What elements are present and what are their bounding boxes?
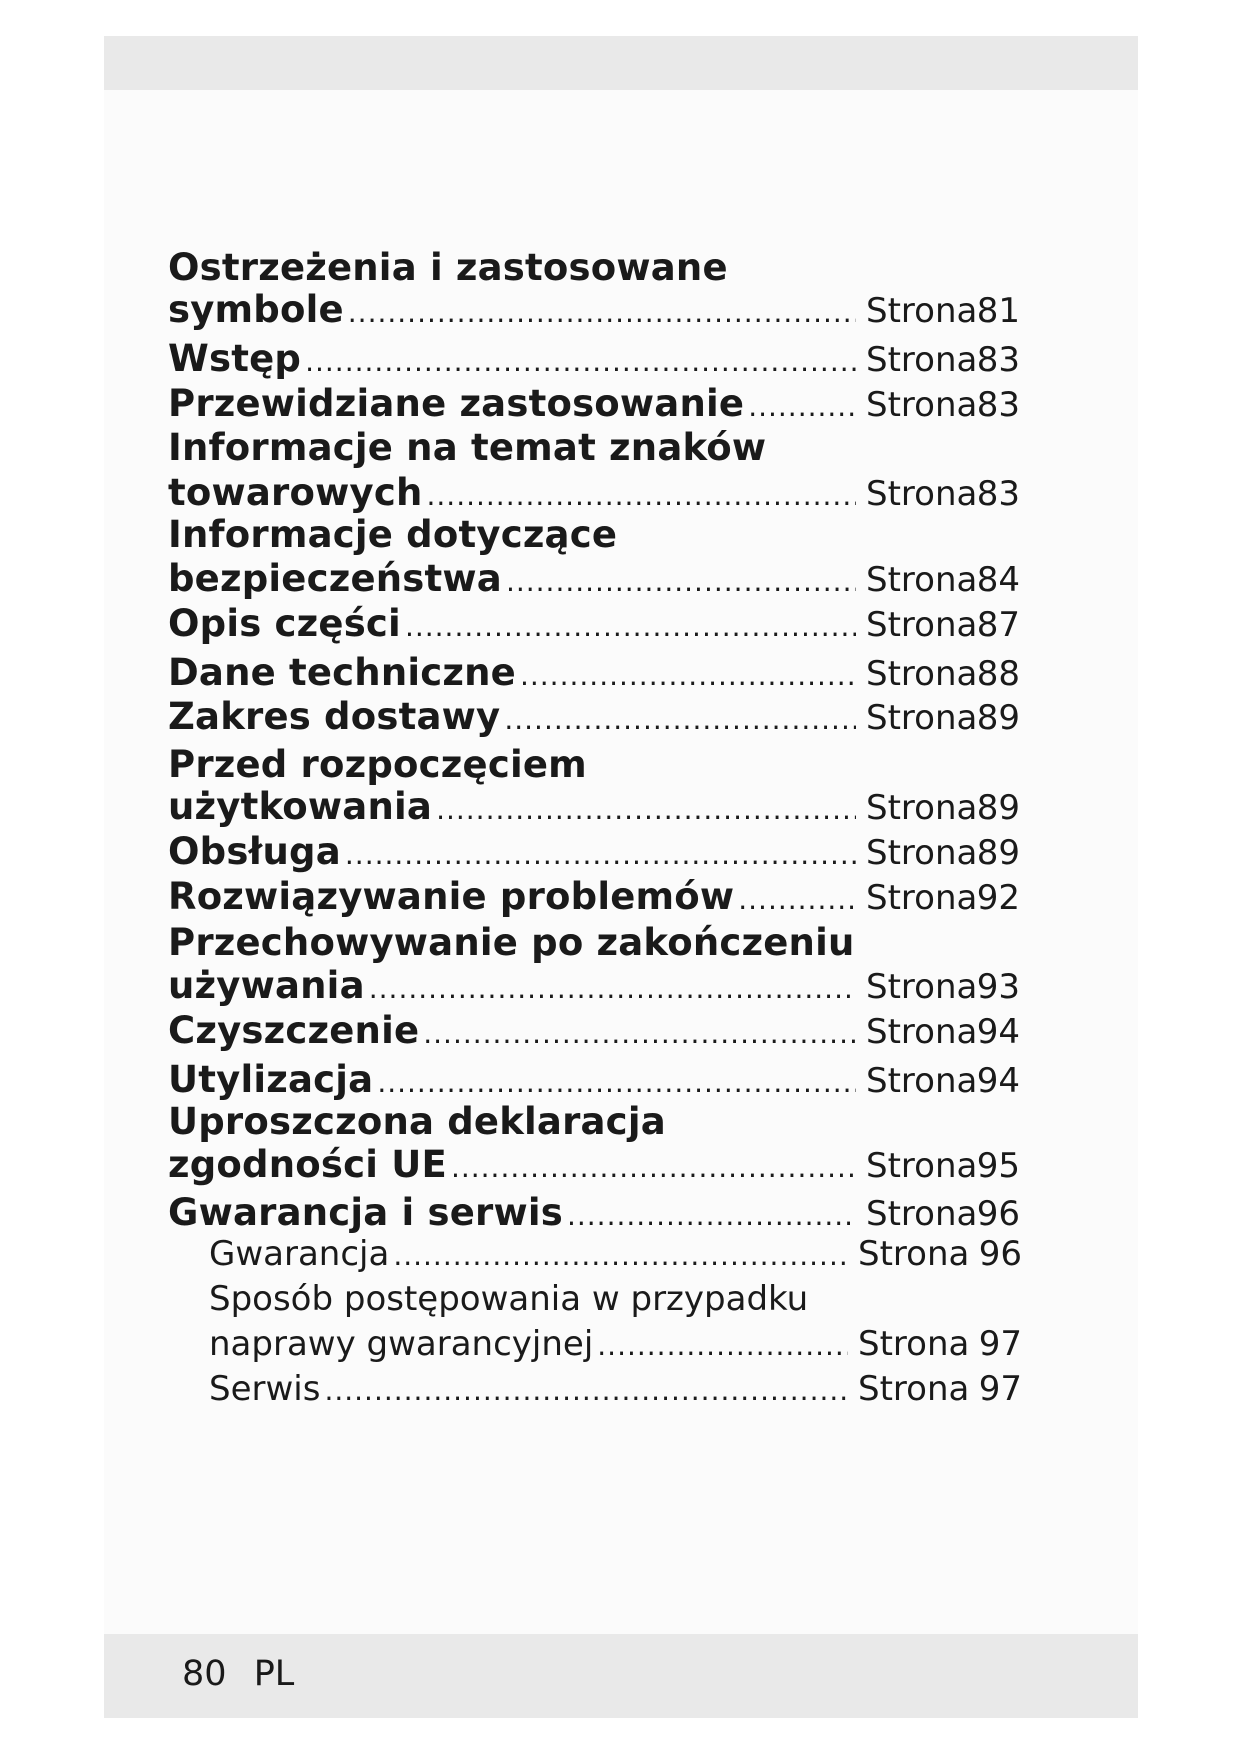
dot-leader xyxy=(748,384,856,430)
toc-entry[interactable] xyxy=(168,1057,1020,1103)
page-reference xyxy=(866,651,1020,697)
page-reference xyxy=(866,1058,1020,1104)
toc-entry-title: Uproszczona deklaracja xyxy=(168,1100,666,1143)
page-reference xyxy=(858,1231,1022,1277)
toc-entry-title: zgodności UE xyxy=(168,1143,447,1186)
dot-leader xyxy=(506,559,856,605)
page-number: 81 xyxy=(976,291,1020,331)
strona-label: Strona xyxy=(866,560,978,600)
strona-label: Strona xyxy=(866,967,978,1007)
dot-leader xyxy=(369,966,856,1012)
strona-label: Strona xyxy=(866,878,978,918)
dot-leader xyxy=(405,604,856,650)
page-reference xyxy=(866,785,1020,831)
dot-leader xyxy=(348,290,856,336)
page-number: 84 xyxy=(976,560,1020,600)
toc-sub-entry[interactable] xyxy=(209,1366,1022,1412)
toc-entry[interactable] xyxy=(168,784,1020,830)
page-reference xyxy=(866,964,1020,1010)
page-number: 89 xyxy=(976,788,1020,828)
toc-entry-title: Przed rozpoczęciem xyxy=(168,743,587,786)
strona-label: Strona xyxy=(866,1146,978,1186)
toc-entry-title: bezpieczeństwa xyxy=(168,557,502,600)
toc-entry-title: Ostrzeżenia i zastosowane xyxy=(168,246,728,289)
page-reference xyxy=(866,337,1020,383)
dot-leader xyxy=(520,653,856,699)
dot-leader xyxy=(393,1233,848,1279)
toc-entry-title: Obsługa xyxy=(168,830,341,873)
toc-entry-title: użytkowania xyxy=(168,785,433,828)
toc-entry-title: Rozwiązywanie problemów xyxy=(168,875,735,918)
dot-leader xyxy=(423,1011,856,1057)
toc-entry-title: Gwarancja i serwis xyxy=(168,1191,563,1234)
toc-entry[interactable] xyxy=(168,694,1020,740)
toc-entry-title: Informacje dotyczące xyxy=(168,513,618,556)
page-number: 92 xyxy=(976,878,1020,918)
page-number: 94 xyxy=(976,1061,1020,1101)
toc-entry-title: Przewidziane zastosowanie xyxy=(168,382,745,425)
toc-entry-title: Zakres dostawy xyxy=(168,695,501,738)
toc-entry-title-line xyxy=(168,245,1020,291)
strona-label: Strona xyxy=(866,1012,978,1052)
dot-leader xyxy=(305,339,856,385)
strona-label: Strona xyxy=(866,698,978,738)
toc-entry-title: symbole xyxy=(168,288,344,331)
toc-entry-title: Czyszczenie xyxy=(168,1009,420,1052)
toc-entry[interactable] xyxy=(168,287,1020,333)
dot-leader xyxy=(324,1368,848,1414)
dot-leader xyxy=(597,1323,848,1369)
toc-entry[interactable] xyxy=(168,336,1020,382)
page-number: 95 xyxy=(976,1146,1020,1186)
strona-label: Strona xyxy=(858,1324,970,1364)
page-reference xyxy=(866,695,1020,741)
page-number: 89 xyxy=(976,833,1020,873)
toc-sub-entry-title: Serwis xyxy=(209,1369,321,1409)
toc-sub-entry[interactable] xyxy=(209,1231,1022,1277)
page-reference xyxy=(866,1009,1020,1055)
page-reference xyxy=(866,471,1020,517)
toc-sub-entry-title: Sposób postępowania w przypadku xyxy=(209,1279,809,1319)
strona-label: Strona xyxy=(866,654,978,694)
toc-entry[interactable] xyxy=(168,556,1020,602)
strona-label: Strona xyxy=(866,385,978,425)
toc-entry[interactable] xyxy=(168,650,1020,696)
strona-label: Strona xyxy=(866,340,978,380)
strona-label: Strona xyxy=(858,1234,970,1274)
page-reference xyxy=(866,602,1020,648)
page-number: 96 xyxy=(978,1234,1022,1274)
page-number: 97 xyxy=(978,1369,1022,1409)
page-reference xyxy=(858,1366,1022,1412)
page-reference xyxy=(866,557,1020,603)
toc-entry[interactable] xyxy=(168,470,1020,516)
toc-sub-entry[interactable] xyxy=(209,1321,1022,1367)
page-number: 93 xyxy=(976,967,1020,1007)
page-number: 83 xyxy=(976,385,1020,425)
dot-leader xyxy=(436,787,856,833)
strona-label: Strona xyxy=(858,1369,970,1409)
toc-entry-title: Dane techniczne xyxy=(168,651,516,694)
page-number: 83 xyxy=(976,474,1020,514)
dot-leader xyxy=(504,697,856,743)
toc-entry[interactable] xyxy=(168,874,1020,920)
strona-label: Strona xyxy=(866,833,978,873)
toc-entry[interactable] xyxy=(168,829,1020,875)
strona-label: Strona xyxy=(866,1061,978,1101)
toc-entry[interactable] xyxy=(168,963,1020,1009)
toc-entry-title: Przechowywanie po zakończeniu xyxy=(168,921,855,964)
page-footer xyxy=(182,1652,294,1696)
strona-label: Strona xyxy=(866,1194,978,1234)
page-number: 89 xyxy=(976,698,1020,738)
strona-label: Strona xyxy=(866,605,978,645)
toc-entry-title-line xyxy=(168,512,1020,558)
toc-entry[interactable] xyxy=(168,1142,1020,1188)
page-number: 83 xyxy=(976,340,1020,380)
page-number: 88 xyxy=(976,654,1020,694)
dot-leader xyxy=(738,877,856,923)
toc-entry-title: Opis części xyxy=(168,602,401,645)
page-reference xyxy=(866,1143,1020,1189)
page-number: 94 xyxy=(976,1012,1020,1052)
strona-label: Strona xyxy=(866,474,978,514)
page-reference xyxy=(866,288,1020,334)
dot-leader xyxy=(345,832,856,878)
toc-entry-title: towarowych xyxy=(168,471,423,514)
toc-entry-title-line xyxy=(168,1099,1020,1145)
toc-entry-title-line xyxy=(168,742,1020,788)
toc-entry[interactable] xyxy=(168,1008,1020,1054)
page-number: 96 xyxy=(976,1194,1020,1234)
toc-entry-title-line xyxy=(168,425,1020,471)
toc-entry[interactable] xyxy=(168,381,1020,427)
strona-label: Strona xyxy=(866,291,978,331)
toc-sub-entry-title-line xyxy=(209,1276,1022,1322)
toc-entry[interactable] xyxy=(168,1190,1020,1236)
toc-entry-title: Utylizacja xyxy=(168,1058,374,1101)
page-number: 97 xyxy=(978,1324,1022,1364)
toc-entry-title: Wstęp xyxy=(168,337,302,380)
page-number: 87 xyxy=(976,605,1020,645)
footer-page-number: 80 xyxy=(182,1654,227,1694)
page-reference xyxy=(866,875,1020,921)
page-reference xyxy=(866,382,1020,428)
footer-language-code: PL xyxy=(253,1654,295,1694)
page-reference xyxy=(858,1321,1022,1367)
strona-label: Strona xyxy=(866,788,978,828)
dot-leader xyxy=(451,1145,856,1191)
toc-entry[interactable] xyxy=(168,601,1020,647)
toc-entry-title-line xyxy=(168,920,1020,966)
page-reference xyxy=(866,830,1020,876)
toc-sub-entry-title: naprawy gwarancyjnej xyxy=(209,1324,594,1364)
toc-entry-title: używania xyxy=(168,964,365,1007)
toc-entry-title: Informacje na temat znaków xyxy=(168,426,767,469)
toc-sub-entry-title: Gwarancja xyxy=(209,1234,390,1274)
